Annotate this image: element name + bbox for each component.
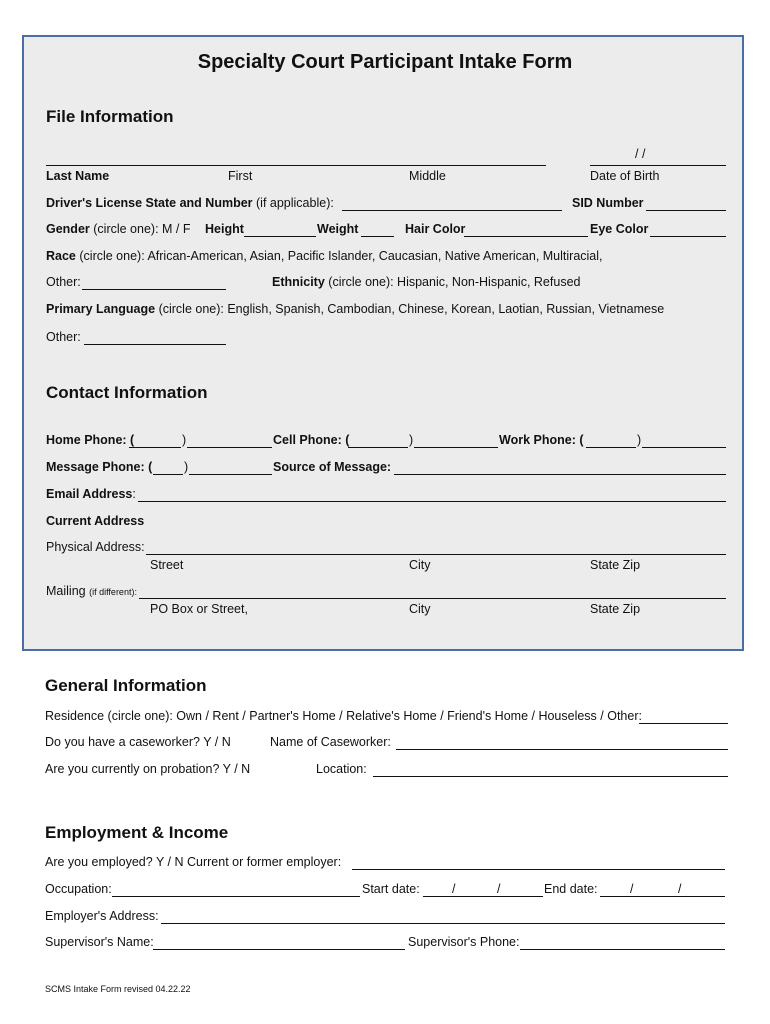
occupation-field[interactable] — [112, 896, 360, 897]
probation-question: Are you currently on probation? Y / N — [45, 762, 251, 776]
email-field[interactable] — [138, 501, 726, 502]
file-info-heading: File Information — [46, 107, 174, 126]
race-other-field[interactable] — [82, 289, 226, 290]
physical-address-label: Physical Address: — [46, 540, 145, 554]
language-other-label: Other: — [46, 330, 81, 344]
mailing-state-zip-label: State Zip — [590, 602, 641, 616]
source-label: Source of Message: — [273, 460, 392, 474]
employed-question: Are you employed? Y / N Current or former employer: — [45, 855, 342, 869]
race-line: Race (circle one): African-American, Asian, Pacific Islander, Caucasian, Native American, Multiracial, — [46, 249, 603, 263]
hair-color-label: Hair Color — [405, 222, 466, 236]
message-phone-label: Message Phone: ( — [46, 460, 153, 474]
end-date-label: End date: — [544, 882, 598, 896]
work-phone-field[interactable] — [642, 447, 726, 448]
dob-slashes: / / — [635, 147, 646, 161]
work-phone-label: Work Phone: ( — [499, 433, 584, 447]
end-date-field[interactable] — [600, 896, 725, 897]
name-field[interactable] — [46, 165, 546, 166]
eye-color-field[interactable] — [650, 236, 726, 237]
mailing-city-label: City — [409, 602, 431, 616]
employer-address-field[interactable] — [161, 923, 725, 924]
po-box-label: PO Box or Street, — [150, 602, 248, 616]
last-name-label: Last Name — [46, 169, 110, 183]
email-label: Email Address: — [46, 487, 136, 501]
first-name-label: First — [228, 169, 253, 183]
caseworker-question: Do you have a caseworker? Y / N — [45, 735, 231, 749]
location-label: Location: — [316, 762, 367, 776]
form-title: Specialty Court Participant Intake Form — [197, 51, 573, 73]
height-field[interactable] — [244, 236, 316, 237]
supervisor-phone-field[interactable] — [520, 949, 725, 950]
residence-other-field[interactable] — [639, 723, 728, 724]
employer-field[interactable] — [352, 869, 725, 870]
occupation-label: Occupation: — [45, 882, 112, 896]
middle-name-label: Middle — [409, 169, 446, 183]
general-info-heading: General Information — [45, 676, 207, 695]
mailing-address-label: Mailing (if different): — [46, 584, 137, 598]
dl-label: Driver's License State and Number (if applicable): — [46, 196, 334, 210]
cell-phone-label: Cell Phone: ( — [273, 433, 350, 447]
contact-info-heading: Contact Information — [46, 383, 208, 402]
end-date-slash-2: / — [678, 882, 682, 896]
employment-heading: Employment & Income — [45, 823, 229, 842]
start-date-slash-2: / — [497, 882, 501, 896]
dob-label: Date of Birth — [590, 169, 660, 183]
source-field[interactable] — [394, 474, 726, 475]
footer-revision: SCMS Intake Form revised 04.22.22 — [45, 984, 191, 994]
cell-phone-area[interactable] — [348, 447, 408, 448]
caseworker-name-label: Name of Caseworker: — [270, 735, 391, 749]
message-phone-area[interactable] — [153, 474, 183, 475]
supervisor-name-field[interactable] — [153, 949, 405, 950]
work-phone-area[interactable] — [586, 447, 636, 448]
hair-color-field[interactable] — [464, 236, 588, 237]
caseworker-name-field[interactable] — [396, 749, 728, 750]
cell-phone-paren: ) — [409, 433, 414, 447]
weight-field[interactable] — [361, 236, 394, 237]
home-phone-paren: ) — [182, 433, 187, 447]
employer-address-label: Employer's Address: — [45, 909, 159, 923]
language-line: Primary Language (circle one): English, Spanish, Cambodian, Chinese, Korean, Laotian, Russian, Vietnamese — [46, 302, 665, 316]
gender-label: Gender (circle one): M / F — [46, 222, 191, 236]
home-phone-area[interactable] — [129, 447, 181, 448]
height-label: Height — [205, 222, 244, 236]
cell-phone-field[interactable] — [414, 447, 498, 448]
file-contact-panel — [22, 35, 744, 651]
end-date-slash-1: / — [630, 882, 634, 896]
message-phone-field[interactable] — [189, 474, 272, 475]
work-phone-paren: ) — [637, 433, 642, 447]
start-date-slash-1: / — [452, 882, 456, 896]
supervisor-name-label: Supervisor's Name: — [45, 935, 154, 949]
street-label: Street — [150, 558, 184, 572]
start-date-label: Start date: — [362, 882, 420, 896]
residence-line: Residence (circle one): Own / Rent / Partner's Home / Relative's Home / Friend's Home / Houseless / Other: — [45, 709, 642, 723]
language-other-field[interactable] — [84, 344, 226, 345]
state-zip-label: State Zip — [590, 558, 641, 572]
dl-field[interactable] — [342, 210, 562, 211]
home-phone-field[interactable] — [187, 447, 272, 448]
ethnicity-line: Ethnicity (circle one): Hispanic, Non-Hispanic, Refused — [272, 275, 581, 289]
message-phone-paren: ) — [184, 460, 189, 474]
current-address-label: Current Address — [46, 514, 145, 528]
physical-address-field[interactable] — [146, 554, 726, 555]
location-field[interactable] — [373, 776, 728, 777]
dob-field[interactable] — [590, 165, 726, 166]
supervisor-phone-label: Supervisor's Phone: — [408, 935, 520, 949]
eye-color-label: Eye Color — [590, 222, 649, 236]
city-label: City — [409, 558, 431, 572]
race-other-label: Other: — [46, 275, 81, 289]
start-date-field[interactable] — [423, 896, 543, 897]
sid-label: SID Number — [572, 196, 644, 210]
mailing-address-field[interactable] — [139, 598, 726, 599]
weight-label: Weight — [317, 222, 359, 236]
sid-field[interactable] — [646, 210, 726, 211]
home-phone-label: Home Phone: ( — [46, 433, 135, 447]
